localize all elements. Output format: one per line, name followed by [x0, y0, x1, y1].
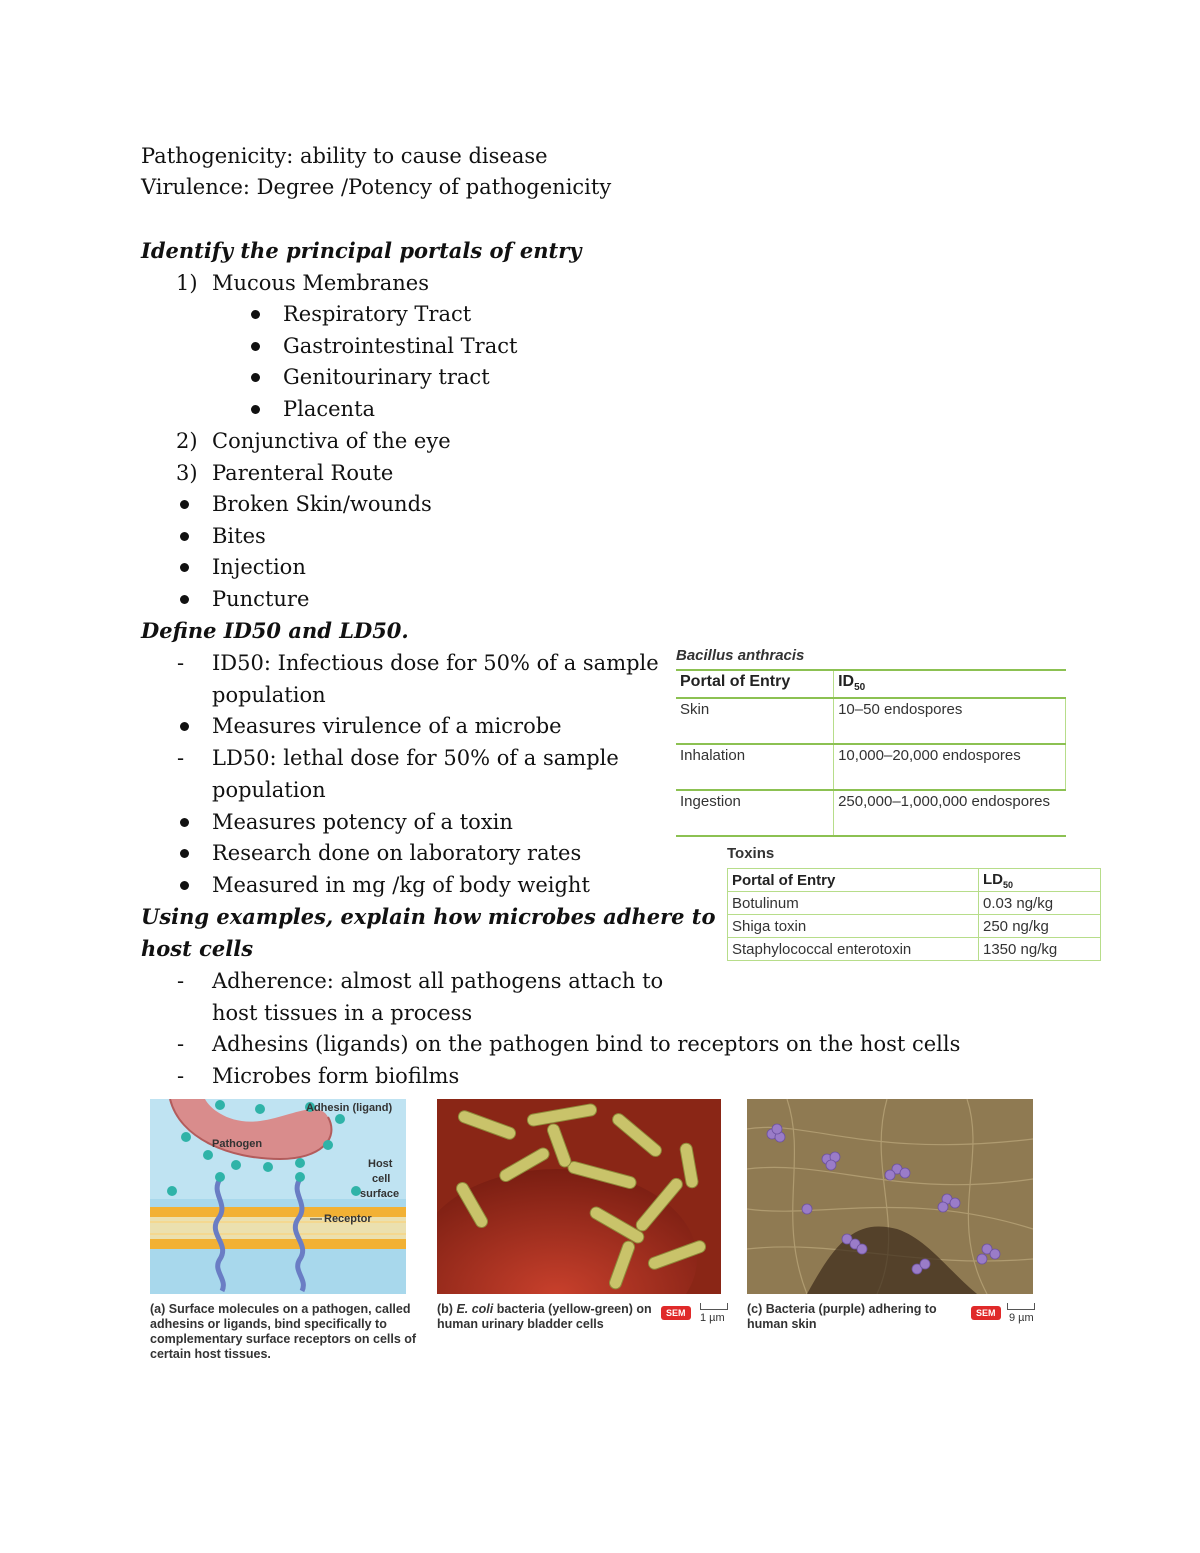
table-cell: 10,000–20,000 endospores [834, 744, 1066, 790]
dash-marker: - [177, 651, 185, 675]
table-row [728, 938, 1101, 961]
table-row [728, 915, 1101, 938]
list-number: 3) [176, 461, 198, 485]
list-item: Injection [212, 555, 306, 579]
anthracis-table-title: Bacillus anthracis [676, 647, 805, 664]
list-item-continuation: population [212, 683, 326, 707]
list-item: Respiratory Tract [283, 302, 472, 326]
host-label: cell [372, 1173, 391, 1185]
pathogenicity-definition: Pathogenicity: ability to cause disease [141, 144, 548, 168]
bullet-icon [251, 405, 260, 414]
figure-a-caption: (a) Surface molecules on a pathogen, called adhesins or ligands, bind specifically to complementary surface receptors on cells of certain host tissues. [150, 1302, 417, 1361]
table-cell: Skin [676, 698, 834, 744]
list-item: Genitourinary tract [283, 365, 490, 389]
list-item: Broken Skin/wounds [212, 492, 432, 516]
list-item: Placenta [283, 397, 376, 421]
table-cell: 1350 ng/kg [979, 938, 1101, 961]
bullet-icon [180, 722, 189, 731]
list-item: Mucous Membranes [212, 271, 429, 295]
toxins-table-title: Toxins [727, 845, 775, 862]
list-item: Measured in mg /kg of body weight [212, 873, 590, 897]
bullet-icon [180, 595, 189, 604]
table-row [676, 790, 1066, 836]
bullet-icon [180, 818, 189, 827]
bullet-icon [251, 373, 260, 382]
table-cell: 10–50 endospores [834, 698, 1066, 744]
skin-sem-image [747, 1099, 1033, 1294]
table-row [676, 744, 1066, 790]
scale-label: 9 µm [1009, 1312, 1034, 1324]
bullet-icon [180, 881, 189, 890]
column-header: $LD_{50}$ [979, 869, 1101, 892]
dash-marker: - [177, 1064, 185, 1088]
scale-bar-icon [700, 1303, 728, 1310]
list-item-continuation: host tissues in a process [212, 1001, 473, 1025]
list-number: 2) [176, 429, 198, 453]
bullet-icon [180, 532, 189, 541]
column-header: Portal of Entry [676, 670, 834, 698]
portals-heading: Identify the principal portals of entry [141, 238, 582, 263]
virulence-definition: Virulence: Degree /Potency of pathogenicity [141, 175, 612, 199]
dash-marker: - [177, 1032, 185, 1056]
column-header: Portal of Entry [728, 869, 979, 892]
list-item: Measures potency of a toxin [212, 810, 513, 834]
figure-c-caption: (c) Bacteria (purple) adhering to human skin [747, 1302, 937, 1331]
adherence-heading-continuation: host cells [141, 936, 254, 961]
list-item: Adhesins (ligands) on the pathogen bind to receptors on the host cells [212, 1032, 961, 1056]
list-item-continuation: population [212, 778, 326, 802]
list-item: LD50: lethal dose for 50% of a sample [212, 746, 619, 770]
table-row [728, 892, 1101, 915]
host-label: surface [360, 1188, 400, 1200]
bullet-icon [251, 342, 260, 351]
receptor-label: Receptor [324, 1213, 372, 1225]
bullet-icon [180, 563, 189, 572]
list-number: 1) [176, 271, 198, 295]
list-item: ID50: Infectious dose for 50% of a sample [212, 651, 659, 675]
table-cell: Shiga toxin [728, 915, 979, 938]
ecoli-sem-image [437, 1099, 721, 1294]
list-item: Adherence: almost all pathogens attach to [212, 969, 664, 993]
table-cell: Inhalation [676, 744, 834, 790]
adhesin-label: Adhesin (ligand) [306, 1102, 393, 1114]
table-cell: Staphylococcal enterotoxin [728, 938, 979, 961]
pathogen-label: Pathogen [212, 1138, 263, 1150]
dash-marker: - [177, 746, 185, 770]
list-item: Gastrointestinal Tract [283, 334, 518, 358]
table-cell: 250 ng/kg [979, 915, 1101, 938]
scale-label: 1 µm [700, 1312, 725, 1324]
sem-badge: SEM [971, 1306, 1001, 1320]
toxins-table [727, 868, 1101, 961]
list-item: Measures virulence of a microbe [212, 714, 562, 738]
scale-bar-icon [1007, 1303, 1035, 1310]
bullet-icon [180, 849, 189, 858]
table-cell: 0.03 ng/kg [979, 892, 1101, 915]
host-label: Host [368, 1158, 393, 1170]
list-item: Puncture [212, 587, 310, 611]
table-cell: Ingestion [676, 790, 834, 836]
bullet-icon [180, 500, 189, 509]
table-cell: 250,000–1,000,000 endospores [838, 793, 1050, 810]
id50-ld50-heading: Define ID50 and LD50. [141, 618, 409, 643]
table-cell: Botulinum [728, 892, 979, 915]
list-item: Conjunctiva of the eye [212, 429, 451, 453]
adhesin-diagram [150, 1099, 406, 1294]
list-item: Microbes form biofilms [212, 1064, 460, 1088]
dash-marker: - [177, 969, 185, 993]
list-item: Parenteral Route [212, 461, 394, 485]
bullet-icon [251, 310, 260, 319]
figure-b-caption: (b) E. coli bacteria (yellow-green) on human urinary bladder cells [437, 1302, 652, 1331]
sem-badge: SEM [661, 1306, 691, 1320]
list-item: Bites [212, 524, 266, 548]
list-item: Research done on laboratory rates [212, 841, 582, 865]
column-header: $ID_{50}$ [838, 673, 866, 694]
table-row [676, 698, 1066, 744]
adherence-heading: Using examples, explain how microbes adhere to [141, 904, 716, 929]
anthracis-table [676, 669, 1066, 837]
